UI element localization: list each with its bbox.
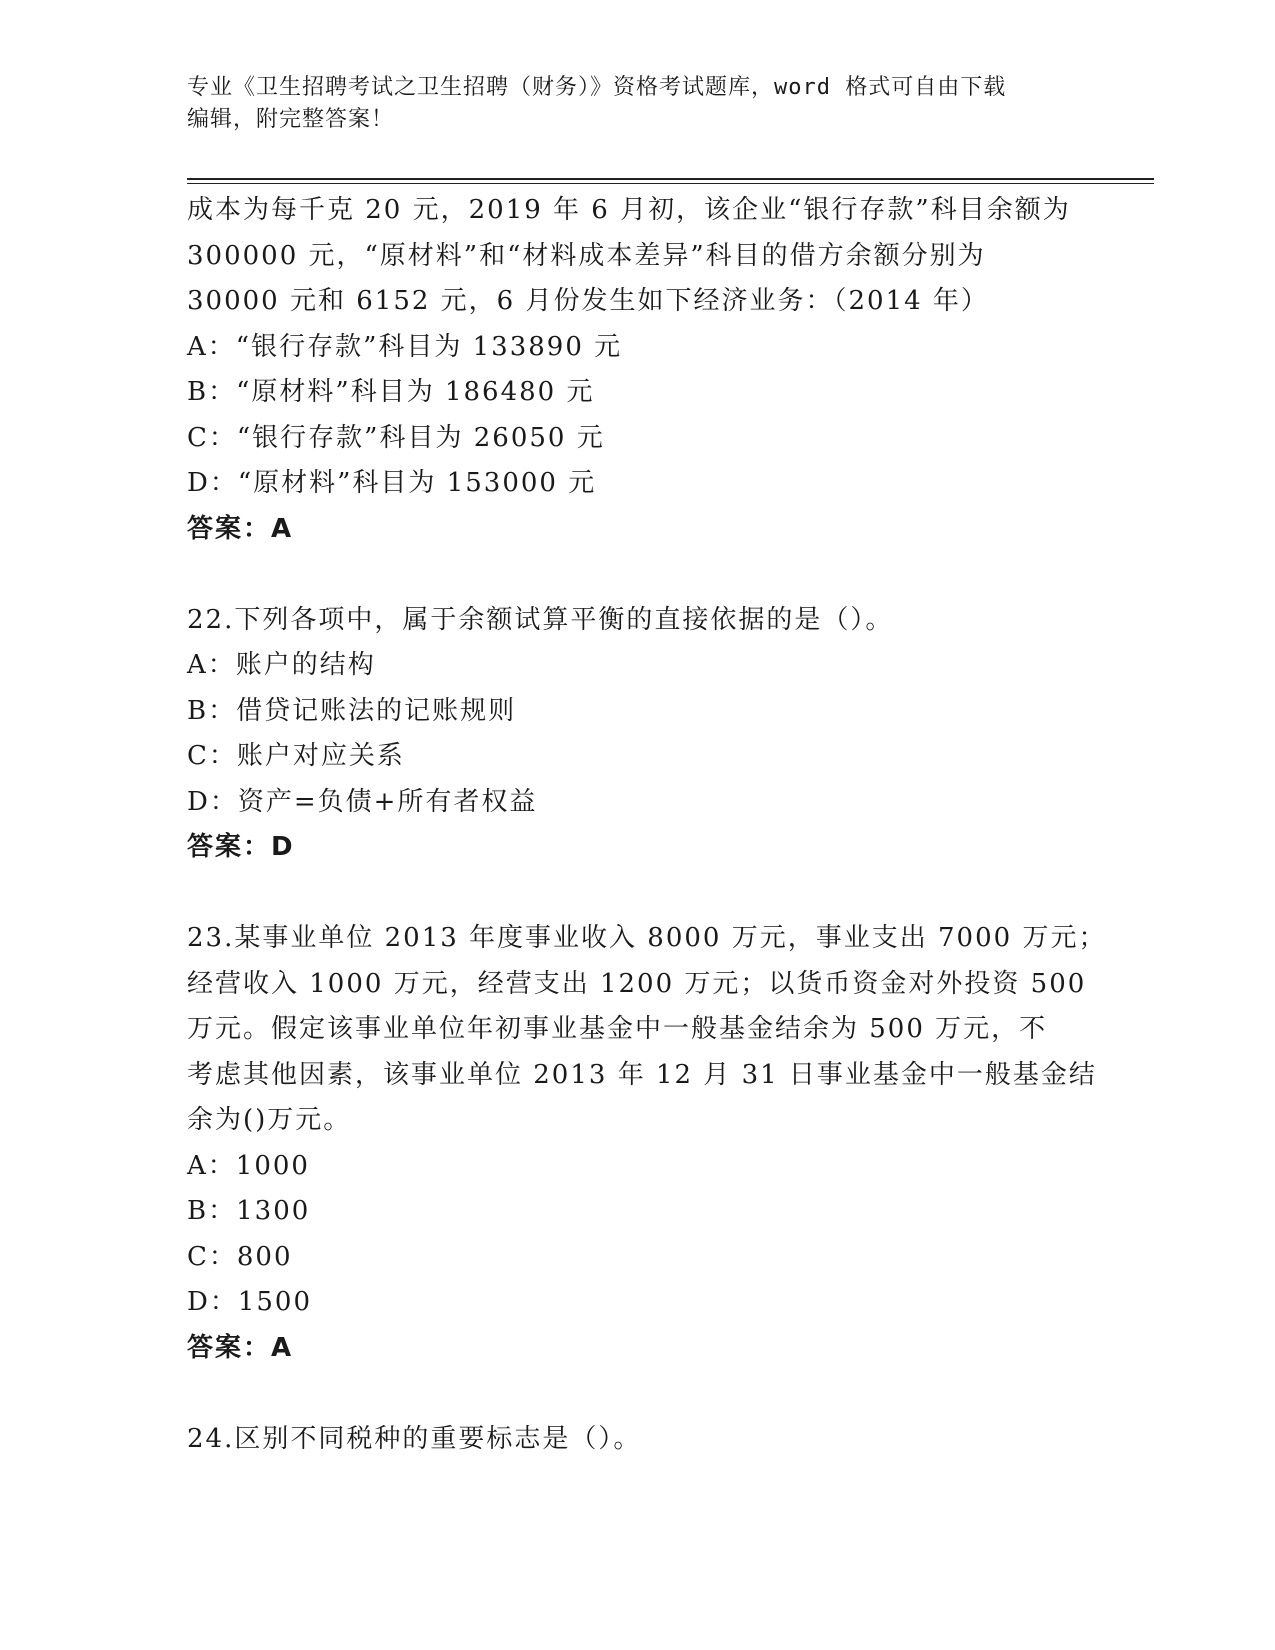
option-d: D：“原材料”科目为 153000 元 (187, 468, 597, 498)
question-stem-line: 成本为每千克 20 元，2019 年 6 月初，该企业“银行存款”科目余额为 (187, 195, 1071, 225)
question-spacer (187, 1371, 1107, 1417)
question-stem-line: 23.某事业单位 2013 年度事业收入 8000 万元，事业支出 7000 万元； (187, 923, 1107, 953)
option-b: B：“原材料”科目为 186480 元 (187, 377, 595, 407)
answer-line: 答案：A (187, 513, 294, 544)
question-24 (187, 1417, 1107, 1463)
question-list (187, 188, 1107, 1462)
option-d: D：1500 (187, 1287, 313, 1317)
question-22 (187, 598, 1107, 871)
question-stem-line: 30000 元和 6152 元，6 月份发生如下经济业务：（2014 年） (187, 286, 989, 316)
question-stem-line: 考虑其他因素，该事业单位 2013 年 12 月 31 日事业基金中一般基金结 (187, 1059, 1097, 1090)
header-rule-thin (187, 183, 1154, 184)
document-header (187, 72, 1067, 136)
option-c: C：“银行存款”科目为 26050 元 (187, 422, 605, 453)
question-23 (187, 916, 1107, 1371)
question-stem-line: 余为()万元。 (187, 1105, 352, 1135)
header-line-2: 编辑，附完整答案！ (187, 107, 395, 132)
header-rule-thick (187, 178, 1154, 180)
option-c: C：账户对应关系 (187, 741, 405, 771)
question-stem-line: 22.下列各项中，属于余额试算平衡的直接依据的是（）。 (187, 604, 894, 635)
question-stem-line: 24.区别不同税种的重要标志是（）。 (187, 1423, 642, 1454)
answer-line: 答案：A (187, 1332, 294, 1363)
option-d: D：资产=负债+所有者权益 (187, 786, 538, 817)
option-a: A：“银行存款”科目为 133890 元 (187, 331, 623, 362)
question-21 (187, 188, 1107, 552)
option-b: B：1300 (187, 1196, 311, 1226)
header-line-1: 专业《卫生招聘考试之卫生招聘（财务）》资格考试题库，word 格式可自由下载 (187, 75, 1007, 100)
question-stem-line: 300000 元，“原材料”和“材料成本差异”科目的借方余额分别为 (187, 240, 986, 271)
question-stem-line: 万元。假定该事业单位年初事业基金中一般基金结余为 500 万元，不 (187, 1014, 1048, 1044)
option-c: C：800 (187, 1241, 293, 1272)
option-b: B：借贷记账法的记账规则 (187, 695, 517, 726)
question-spacer (187, 552, 1107, 598)
question-stem-line: 经营收入 1000 万元，经营支出 1200 万元；以货币资金对外投资 500 (187, 968, 1087, 999)
answer-line: 答案：D (187, 832, 295, 862)
option-a: A：1000 (187, 1150, 310, 1181)
option-a: A：账户的结构 (187, 650, 376, 680)
question-spacer (187, 871, 1107, 917)
